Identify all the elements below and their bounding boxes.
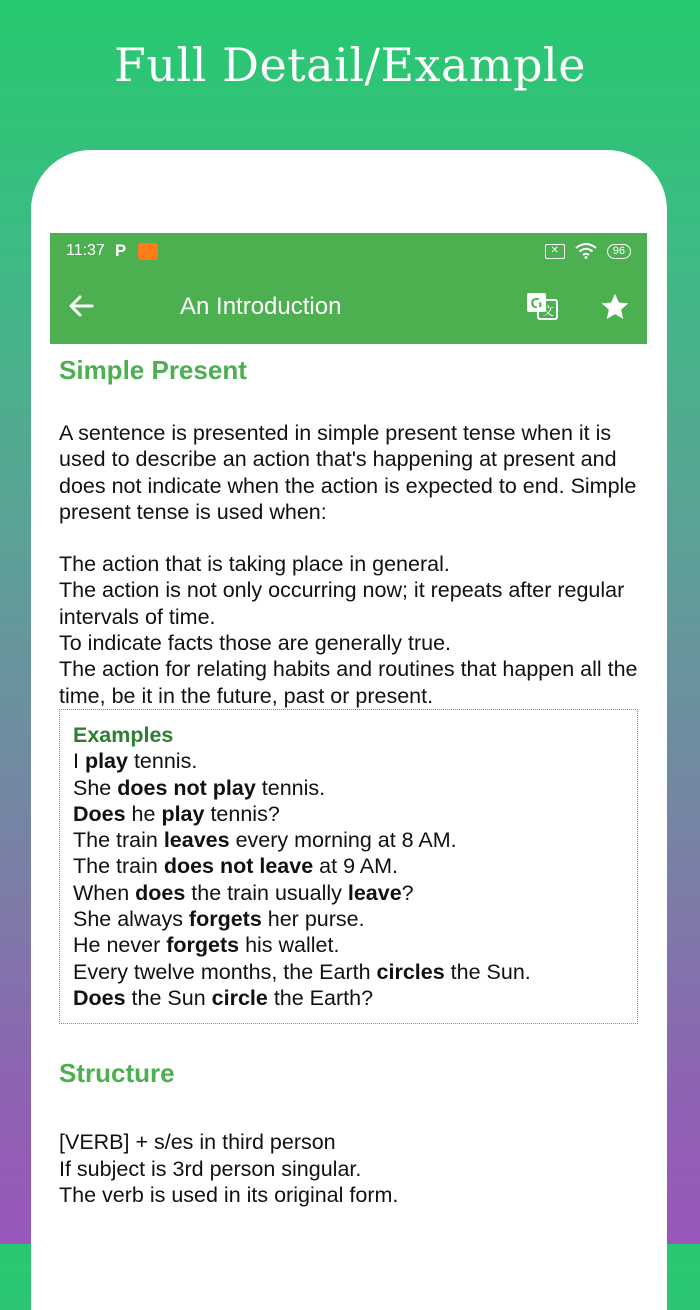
arrow-left-icon[interactable]: [66, 291, 96, 321]
translate-icon[interactable]: [525, 289, 559, 323]
svg-text:G: G: [530, 295, 543, 312]
svg-text:文: 文: [541, 304, 555, 318]
uses-list: [59, 551, 638, 709]
example-verb: play: [161, 801, 205, 826]
structure-item: If subject is 3rd person singular.: [59, 1156, 362, 1181]
example-text: The train: [73, 828, 164, 853]
example-line: [73, 985, 624, 1011]
status-time: 11:37: [66, 242, 105, 259]
example-verb: does not leave: [163, 854, 314, 879]
detail-content: [50, 355, 647, 1208]
example-line: [73, 880, 624, 906]
example-text: He never: [73, 933, 167, 958]
example-line: [73, 827, 624, 853]
example-line: [73, 959, 624, 985]
status-bar: [50, 233, 647, 269]
example-line: [73, 748, 624, 774]
example-text: The train: [73, 854, 164, 879]
use-item: The action for relating habits and routines that happen all the time, be it in the future, past or present.: [59, 657, 638, 708]
example-text: he: [125, 801, 162, 826]
example-verb: does: [135, 880, 186, 905]
examples-title: Examples: [73, 722, 174, 747]
use-item: The action is not only occurring now; it repeats after regular intervals of time.: [59, 578, 625, 629]
example-line: [73, 853, 624, 879]
structure-item: [VERB] + s/es in third person: [59, 1130, 336, 1155]
examples-box: [59, 709, 638, 1024]
example-text: She: [73, 775, 118, 800]
wifi-icon: [575, 243, 597, 259]
intro-paragraph: A sentence is presented in simple present tense when it is used to describe an action that's happening at present and does not indicate when the action is expected to end. Simple present tense is used when:: [59, 421, 637, 524]
example-verb: Does: [73, 985, 126, 1010]
example-text: tennis.: [127, 749, 198, 774]
battery-icon: 96: [607, 244, 631, 259]
app-bar: [50, 233, 647, 344]
use-item: To indicate facts those are generally true.: [59, 631, 451, 656]
app-screen: [50, 233, 647, 1244]
section-title-simple-present: Simple Present: [59, 355, 247, 385]
example-text: tennis.: [255, 775, 326, 800]
promo-title: Full Detail/Example: [114, 38, 586, 92]
example-text: at 9 AM.: [313, 854, 399, 879]
star-icon[interactable]: [599, 291, 631, 323]
example-verb: Does: [73, 801, 126, 826]
example-line: [73, 932, 624, 958]
example-text: his wallet.: [239, 933, 340, 958]
toolbar: [50, 269, 647, 344]
example-line: [73, 906, 624, 932]
example-verb: forgets: [166, 933, 240, 958]
examples-list: [73, 748, 624, 1011]
example-text: She always: [73, 907, 189, 932]
example-line: [73, 801, 624, 827]
example-line: [73, 775, 624, 801]
example-text: the Earth?: [267, 985, 374, 1010]
example-verb: forgets: [188, 907, 262, 932]
sim-off-icon: ✕: [545, 244, 565, 259]
example-verb: play: [84, 749, 128, 774]
example-verb: circles: [376, 959, 445, 984]
example-text: When: [73, 880, 136, 905]
toolbar-title: An Introduction: [180, 293, 342, 320]
example-verb: circle: [211, 985, 268, 1010]
section-title-structure: Structure: [59, 1058, 175, 1089]
use-item: The action that is taking place in general.: [59, 552, 450, 577]
example-text: the train usually: [185, 880, 348, 905]
example-text: ?: [401, 880, 414, 905]
example-text: I: [73, 749, 85, 774]
example-text: Every twelve months, the Earth: [73, 959, 377, 984]
example-text: tennis?: [204, 801, 280, 826]
example-verb: does not play: [117, 775, 256, 800]
example-verb: leaves: [163, 828, 230, 853]
example-verb: leave: [347, 880, 402, 905]
example-text: her purse.: [261, 907, 365, 932]
example-text: the Sun: [125, 985, 212, 1010]
p-app-icon: P: [114, 241, 127, 260]
example-text: the Sun.: [444, 959, 531, 984]
structure-list: [59, 1129, 638, 1208]
notification-icon: [138, 243, 158, 260]
structure-item: The verb is used in its original form.: [59, 1182, 399, 1207]
example-text: every morning at 8 AM.: [229, 828, 457, 853]
